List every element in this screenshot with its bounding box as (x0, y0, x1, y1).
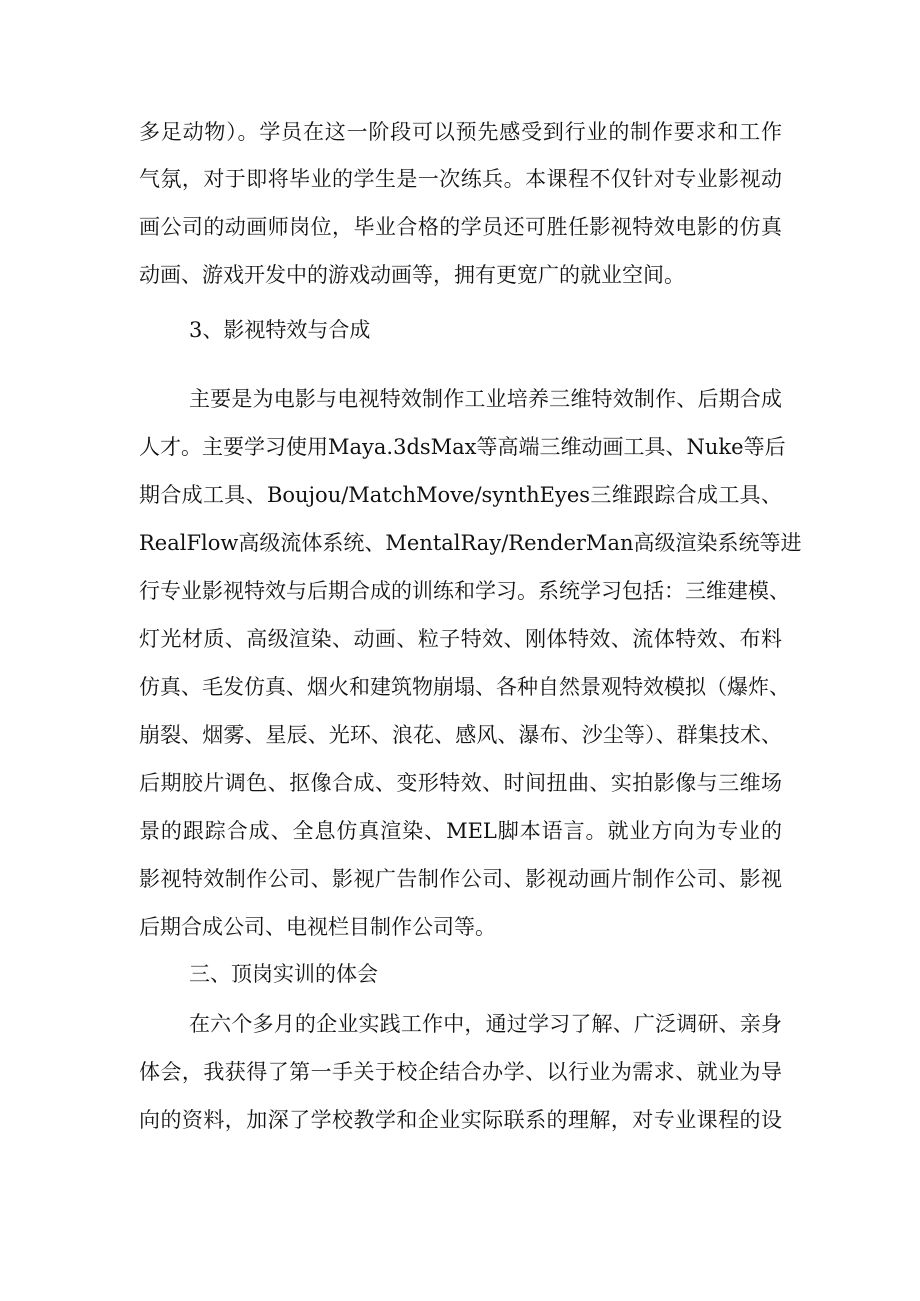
paragraph2-line-1: 主要是为电影与电视特效制作工业培养三维特效制作、后期合成 (189, 387, 782, 411)
paragraph2-line-9: 后期胶片调色、抠像合成、变形特效、时间扭曲、实拍影像与三维场 (139, 771, 782, 795)
paragraph1-line-4: 动画、游戏开发中的游戏动画等，拥有更宽广的就业空间。 (139, 263, 685, 287)
subsection-heading: 3、影视特效与合成 (189, 318, 371, 342)
paragraph2-line-8: 崩裂、烟雾、星辰、光环、浪花、感风、瀑布、沙尘等）、群集技术、 (139, 723, 782, 747)
paragraph3-line-2: 体会，我获得了第一手关于校企结合办学、以行业为需求、就业为导 (139, 1060, 782, 1084)
paragraph1-line-3: 画公司的动画师岗位，毕业合格的学员还可胜任影视特效电影的仿真 (139, 215, 782, 239)
section-heading: 三、顶岗实训的体会 (189, 962, 378, 986)
paragraph1-line-2: 气氛，对于即将毕业的学生是一次练兵。本课程不仅针对专业影视动 (139, 167, 782, 191)
paragraph2-line-4: RealFlow高级流体系统、MentalRay/RenderMan高级渲染系统等进 (139, 531, 802, 555)
paragraph2-line-2: 人才。主要学习使用Maya.3dsMax等高端三维动画工具、Nuke等后 (139, 435, 786, 459)
paragraph2-line-10: 景的跟踪合成、全息仿真渲染、MEL脚本语言。就业方向为专业的 (139, 819, 782, 843)
paragraph2-line-6: 灯光材质、高级渲染、动画、粒子特效、刚体特效、流体特效、布料 (139, 627, 782, 651)
paragraph3-line-3: 向的资料，加深了学校教学和企业实际联系的理解，对专业课程的设 (139, 1108, 782, 1132)
paragraph2-line-11: 影视特效制作公司、影视广告制作公司、影视动画片制作公司、影视 (139, 867, 782, 891)
paragraph2-line-7: 仿真、毛发仿真、烟火和建筑物崩塌、各种自然景观特效模拟（爆炸、 (139, 675, 790, 699)
paragraph1-line-1: 多足动物）。学员在这一阶段可以预先感受到行业的制作要求和工作 (139, 120, 782, 144)
paragraph3-line-1: 在六个多月的企业实践工作中，通过学习了解、广泛调研、亲身 (189, 1012, 782, 1036)
paragraph2-line-5: 行专业影视特效与后期合成的训练和学习。系统学习包括：三维建模、 (139, 579, 790, 603)
paragraph2-line-3: 期合成工具、Boujou/MatchMove/synthEyes三维跟踪合成工具、 (139, 483, 782, 507)
paragraph2-line-12: 后期合成公司、电视栏目制作公司等。 (139, 915, 496, 939)
